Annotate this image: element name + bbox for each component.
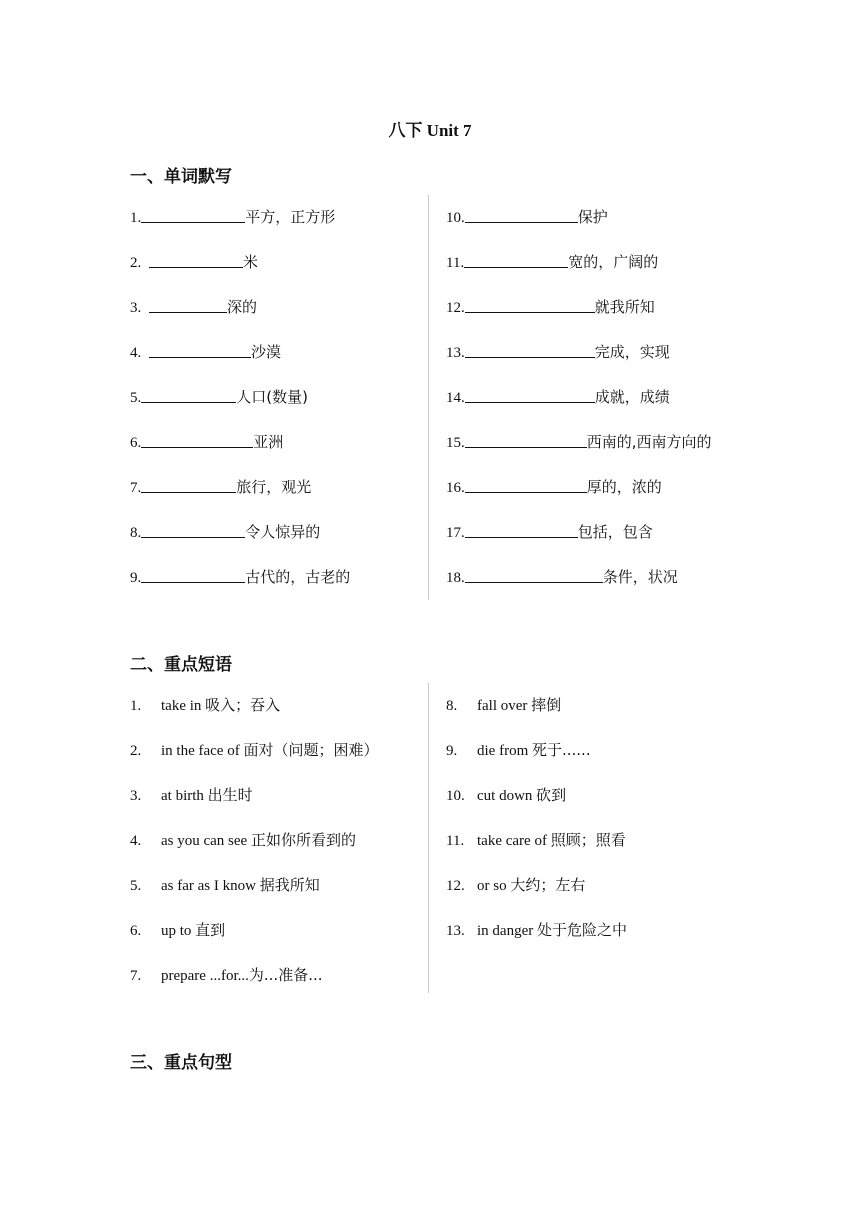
answer-blank[interactable] xyxy=(141,476,236,493)
vocab-item: 16. 厚的，浓的 xyxy=(446,478,662,496)
answer-blank[interactable] xyxy=(465,566,603,583)
phrase-item: 6. up to 直到 xyxy=(130,921,226,939)
vocab-item: 18. 条件，状况 xyxy=(446,568,678,586)
answer-blank[interactable] xyxy=(465,296,595,313)
answer-blank[interactable] xyxy=(465,341,595,358)
answer-blank[interactable] xyxy=(149,341,251,358)
answer-blank[interactable] xyxy=(141,431,253,448)
vocab-item: 8. 令人惊异的 xyxy=(130,523,321,541)
vocab-item: 12. 就我所知 xyxy=(446,298,655,316)
phrases-column-left xyxy=(130,683,428,998)
answer-blank[interactable] xyxy=(149,251,243,268)
vocab-item: 5. 人口(数量) xyxy=(130,388,308,406)
section-heading-vocabulary: 一、单词默写 xyxy=(130,167,232,187)
vocab-item: 3. 深的 xyxy=(130,298,258,316)
vocabulary-column-right xyxy=(446,195,776,600)
vocab-item: 4. 沙漠 xyxy=(130,343,282,361)
answer-blank[interactable] xyxy=(141,386,236,403)
phrase-item: 8. fall over 摔倒 xyxy=(446,696,562,714)
vocabulary-column-left xyxy=(130,195,428,600)
phrases-table xyxy=(130,683,770,998)
answer-blank[interactable] xyxy=(465,476,587,493)
phrase-item: 11. take care of 照顾；照看 xyxy=(446,831,626,849)
section-heading-sentences: 三、重点句型 xyxy=(130,1053,232,1073)
phrase-item: 13. in danger 处于危险之中 xyxy=(446,921,627,939)
phrase-item: 5. as far as I know 据我所知 xyxy=(130,876,320,894)
column-divider xyxy=(428,195,429,600)
section-heading-phrases: 二、重点短语 xyxy=(130,655,232,675)
answer-blank[interactable] xyxy=(465,521,578,538)
vocab-item: 9. 古代的，古老的 xyxy=(130,568,351,586)
page-title: 八下 Unit 7 xyxy=(388,121,472,140)
phrase-item: 9. die from 死于...... xyxy=(446,741,591,759)
phrase-item: 1. take in 吸入；吞入 xyxy=(130,696,281,714)
phrase-item: 3. at birth 出生时 xyxy=(130,786,253,804)
vocab-item: 1. 平方，正方形 xyxy=(130,208,336,226)
answer-blank[interactable] xyxy=(465,386,595,403)
column-divider xyxy=(428,683,429,993)
phrase-item: 7. prepare ...for...为...准备... xyxy=(130,966,323,984)
answer-blank[interactable] xyxy=(149,296,227,313)
vocab-item: 2. 米 xyxy=(130,253,259,271)
vocab-item: 7. 旅行，观光 xyxy=(130,478,312,496)
phrases-column-right xyxy=(446,683,776,953)
phrase-item: 4. as you can see 正如你所看到的 xyxy=(130,831,356,849)
vocab-item: 13. 完成，实现 xyxy=(446,343,670,361)
answer-blank[interactable] xyxy=(465,206,578,223)
answer-blank[interactable] xyxy=(141,521,245,538)
vocab-item: 15. 西南的,西南方向的 xyxy=(446,433,712,451)
phrase-item: 2. in the face of 面对（问题；困难） xyxy=(130,741,379,759)
vocab-item: 14. 成就，成绩 xyxy=(446,388,670,406)
vocab-item: 6. 亚洲 xyxy=(130,433,284,451)
answer-blank[interactable] xyxy=(141,206,245,223)
vocabulary-table xyxy=(130,195,770,600)
answer-blank[interactable] xyxy=(464,251,568,268)
phrase-item: 10. cut down 砍到 xyxy=(446,786,567,804)
phrase-item: 12. or so 大约；左右 xyxy=(446,876,586,894)
answer-blank[interactable] xyxy=(465,431,587,448)
answer-blank[interactable] xyxy=(141,566,245,583)
vocab-item: 11. 宽的，广阔的 xyxy=(446,253,659,271)
vocab-item: 17. 包括，包含 xyxy=(446,523,653,541)
vocab-item: 10. 保护 xyxy=(446,208,608,226)
